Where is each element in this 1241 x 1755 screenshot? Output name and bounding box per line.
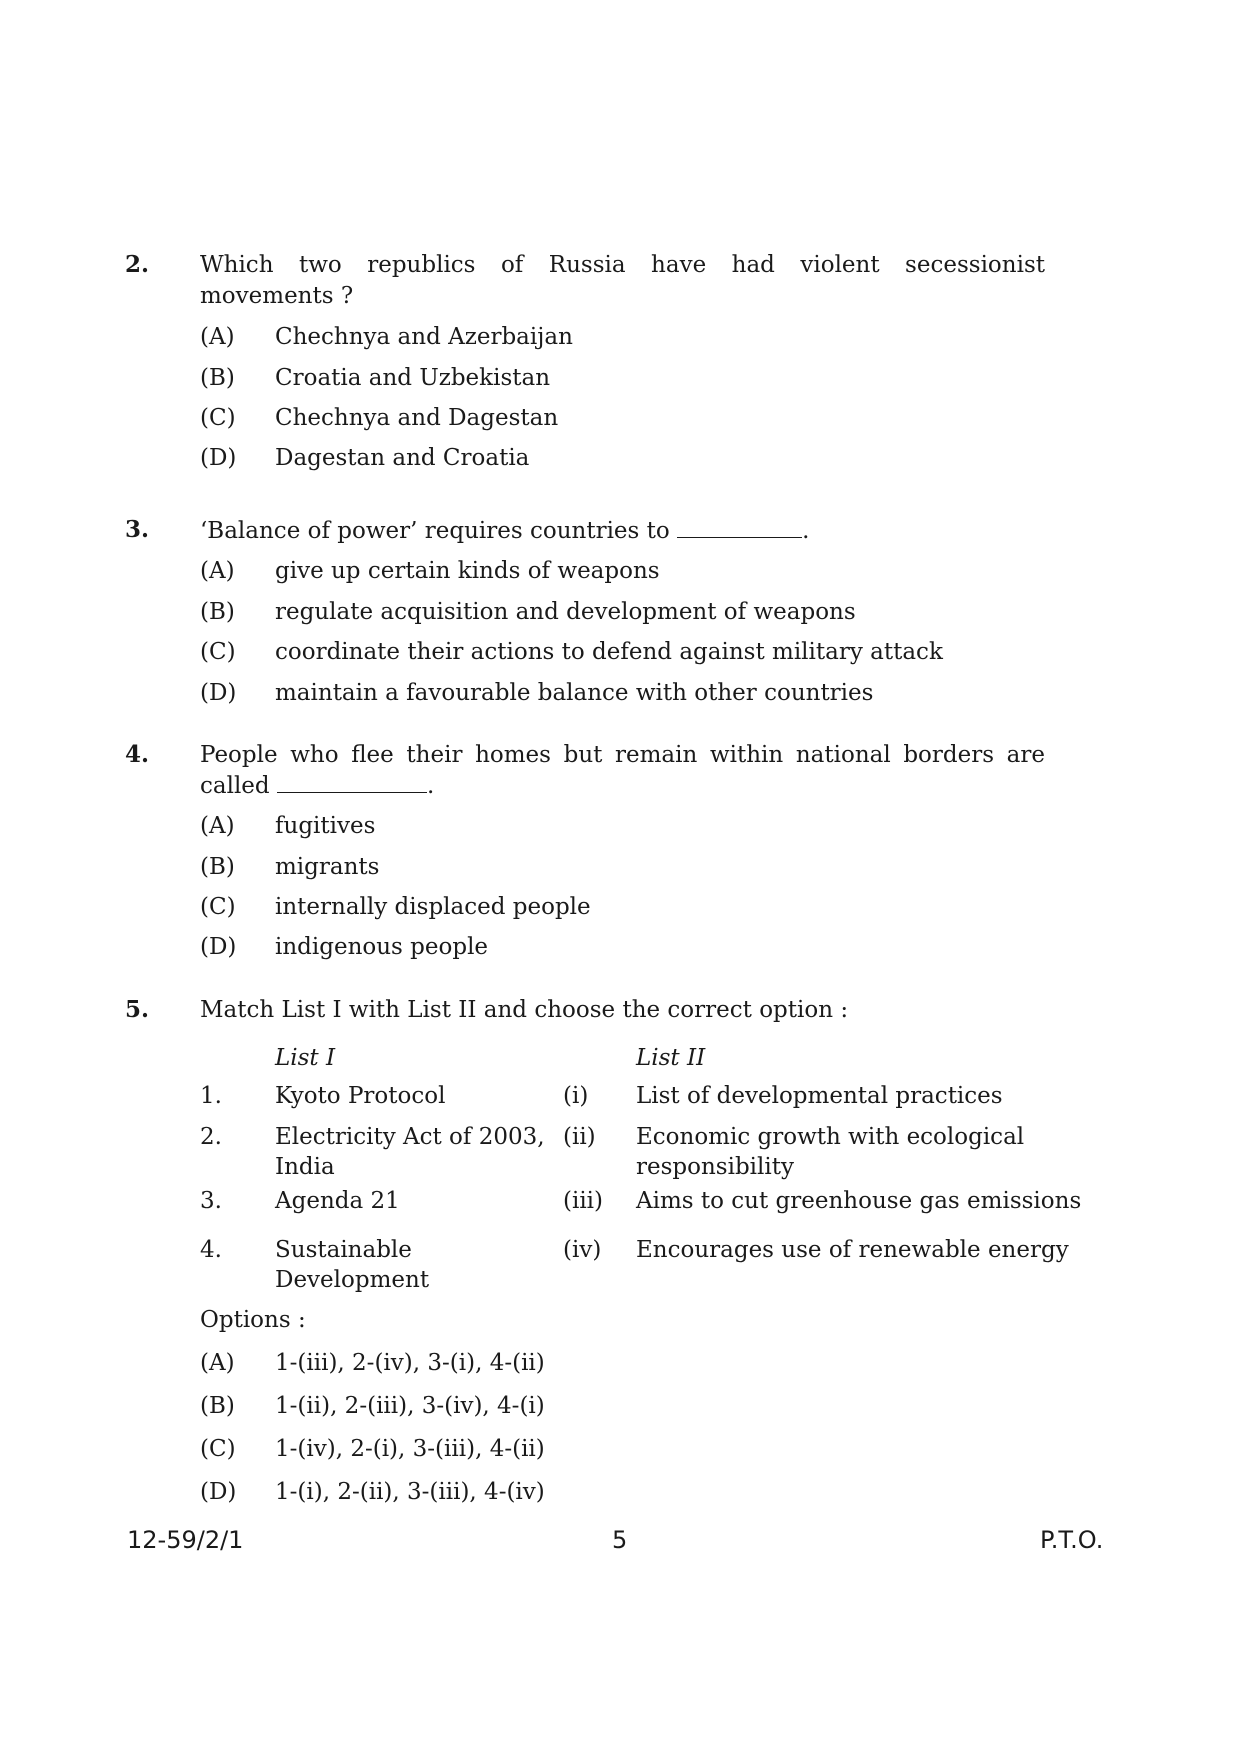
question-stem-text: called: [200, 773, 270, 799]
list-2-item: Aims to cut greenhouse gas emissions: [636, 1188, 1082, 1214]
page-number: 5: [612, 1526, 628, 1554]
list-1-item-continued: Development: [275, 1267, 430, 1293]
option-label: (A): [200, 813, 235, 839]
option-text: coordinate their actions to defend against military attack: [275, 639, 943, 665]
option-label: (A): [200, 324, 235, 350]
option-text: Chechnya and Dagestan: [275, 405, 559, 431]
list-2-item: Economic growth with ecological: [636, 1124, 1025, 1150]
list-2-numeral: (ii): [563, 1124, 596, 1150]
option-label: (C): [200, 1436, 236, 1462]
question-stem: Match List I with List II and choose the correct option :: [200, 997, 849, 1023]
answer-blank: [677, 515, 802, 538]
stem-end: .: [802, 518, 810, 544]
question-number: 2.: [125, 251, 150, 278]
option-text: migrants: [275, 854, 380, 880]
option-text: indigenous people: [275, 934, 489, 960]
option-label: (B): [200, 599, 235, 625]
list-1-item: Sustainable: [275, 1237, 412, 1263]
list-1-number: 4.: [200, 1237, 222, 1263]
list-1-item: Electricity Act of 2003,: [275, 1124, 545, 1150]
option-text: 1-(ii), 2-(iii), 3-(iv), 4-(i): [275, 1393, 545, 1419]
question-stem-continued: movements ?: [200, 283, 354, 309]
stem-end: .: [426, 773, 435, 799]
list-1-heading: List I: [275, 1045, 336, 1071]
options-heading: Options :: [200, 1307, 306, 1333]
option-text: regulate acquisition and development of weapons: [275, 599, 856, 625]
list-1-item: Agenda 21: [275, 1188, 400, 1214]
list-2-numeral: (i): [563, 1083, 589, 1109]
pto-label: P.T.O.: [1040, 1526, 1104, 1554]
option-text: Croatia and Uzbekistan: [275, 365, 551, 391]
option-label: (D): [200, 445, 237, 471]
list-2-item-continued: responsibility: [636, 1154, 794, 1180]
answer-blank: [277, 770, 427, 793]
option-label: (B): [200, 1393, 235, 1419]
question-stem-continued: [200, 770, 434, 801]
paper-code: 12-59/2/1: [127, 1526, 244, 1554]
option-label: (D): [200, 1479, 237, 1505]
list-1-item-continued: India: [275, 1154, 335, 1180]
question-number: 5.: [125, 996, 150, 1023]
option-text: Chechnya and Azerbaijan: [275, 324, 573, 350]
option-text: Dagestan and Croatia: [275, 445, 530, 471]
list-1-number: 1.: [200, 1083, 222, 1109]
list-2-numeral: (iii): [563, 1188, 604, 1214]
list-1-number: 3.: [200, 1188, 222, 1214]
option-label: (A): [200, 1350, 235, 1376]
option-label: (A): [200, 558, 235, 584]
option-label: (B): [200, 365, 235, 391]
option-text: 1-(iii), 2-(iv), 3-(i), 4-(ii): [275, 1350, 545, 1376]
question-number: 3.: [125, 516, 150, 543]
option-label: (C): [200, 894, 236, 920]
question-stem: People who flee their homes but remain within national borders are: [200, 742, 1045, 768]
option-text: 1-(i), 2-(ii), 3-(iii), 4-(iv): [275, 1479, 545, 1505]
option-label: (C): [200, 405, 236, 431]
option-text: fugitives: [275, 813, 376, 839]
list-2-heading: List II: [636, 1045, 706, 1071]
question-stem-text: ‘Balance of power’ requires countries to: [200, 518, 670, 544]
option-text: give up certain kinds of weapons: [275, 558, 660, 584]
option-label: (C): [200, 639, 236, 665]
list-2-item: Encourages use of renewable energy: [636, 1237, 1069, 1263]
list-2-numeral: (iv): [563, 1237, 602, 1263]
option-text: maintain a favourable balance with other countries: [275, 680, 874, 706]
option-text: 1-(iv), 2-(i), 3-(iii), 4-(ii): [275, 1436, 545, 1462]
question-number: 4.: [125, 741, 150, 768]
list-2-item: List of developmental practices: [636, 1083, 1003, 1109]
list-1-item: Kyoto Protocol: [275, 1083, 446, 1109]
option-text: internally displaced people: [275, 894, 591, 920]
question-stem: Which two republics of Russia have had violent secessionist: [200, 252, 1045, 278]
option-label: (D): [200, 680, 237, 706]
question-stem: [200, 515, 809, 546]
option-label: (B): [200, 854, 235, 880]
option-label: (D): [200, 934, 237, 960]
list-1-number: 2.: [200, 1124, 222, 1150]
